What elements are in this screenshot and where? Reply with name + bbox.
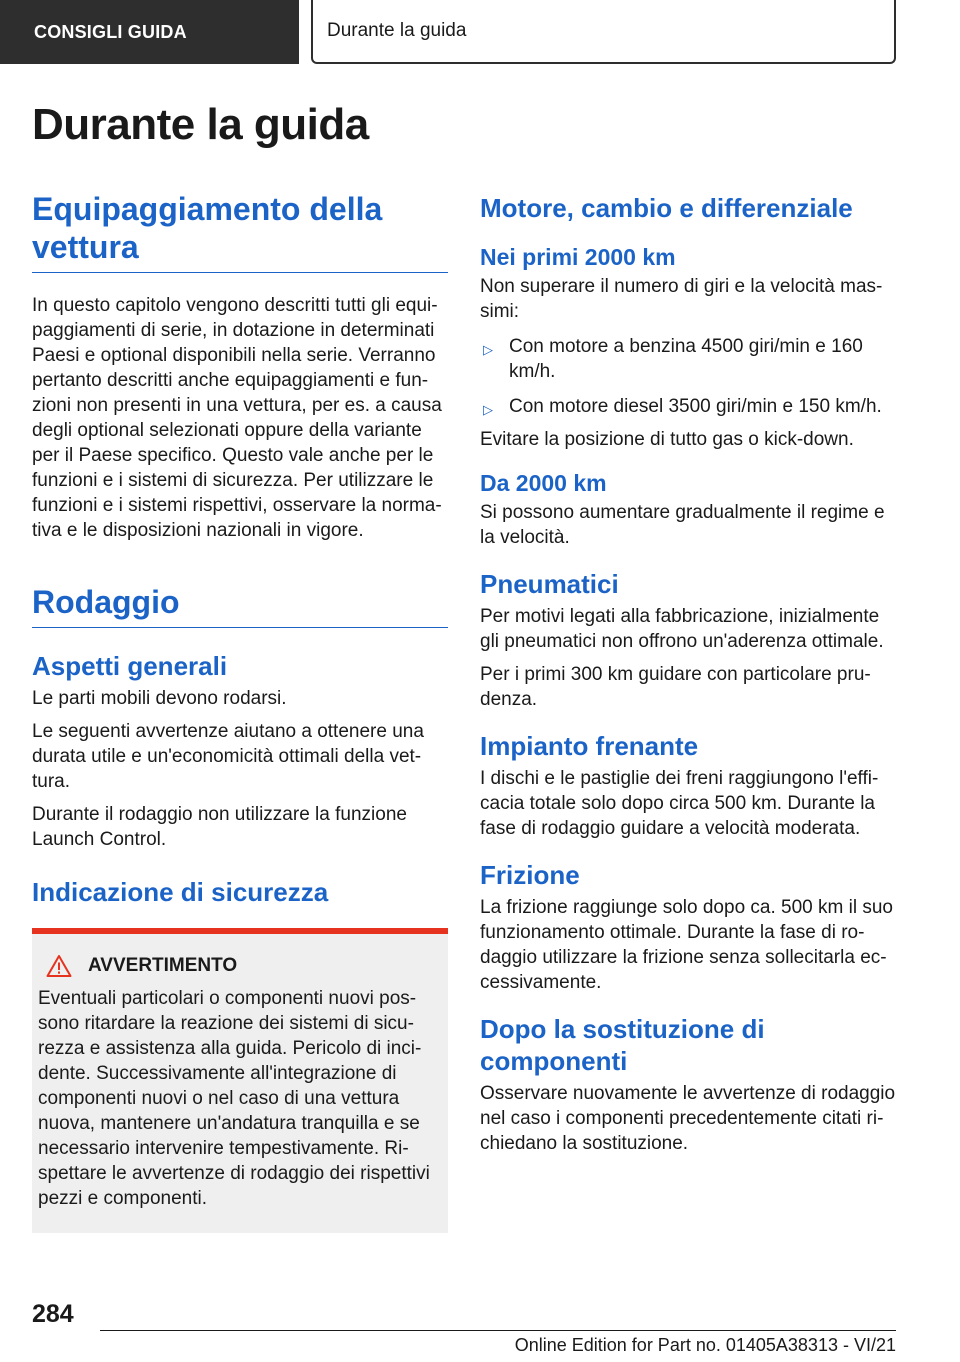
warning-box: [32, 928, 448, 1233]
list-item: [480, 394, 896, 419]
header-section-tab: [0, 0, 299, 64]
paragraph-frizione: La frizione raggiunge solo dopo ca. 500 km il suo funzionamento ottimale. Durante la fase di ro-daggio utilizzare la frizione senza sollecitarla ec-cessivamente.: [480, 897, 893, 993]
paragraph-primi-2000: Non superare il numero di giri e la velocità mas-simi:: [480, 276, 883, 322]
heading-motore: Motore, cambio e differenziale: [480, 193, 853, 223]
list-item-text: Con motore a benzina 4500 giri/min e 160 km/h.: [509, 336, 863, 382]
header-chapter-tab: [311, 0, 896, 64]
paragraph-impianto-frenante: I dischi e le pastiglie dei freni raggiungono l'effi-cacia totale solo dopo circa 500 km. Durante la fase di rodaggio guidare a velocità moderata.: [480, 768, 879, 839]
triangle-right-outline-icon: ▷: [483, 402, 493, 417]
warning-text: Eventuali particolari o componenti nuovi pos-sono ritardare la reazione dei sistemi di sicu-rezza e assistenza alla guida. Pericolo di inci-dente. Successivamente all'integrazione di componenti nuovi o nel caso di una vettura nuova, mantenere un'andatura tranquilla e se necessario intervenire tempestivamente. Ri-spettare le avvertenze di rodaggio dei rispettivi pezzi e componenti.: [38, 988, 430, 1209]
heading-impianto-frenante: Impianto frenante: [480, 731, 699, 761]
paragraph-aspetti-2: Le seguenti avvertenze aiutano a ottenere una durata utile e un'economicità ottimali della vet-tura.: [32, 721, 424, 792]
warning-title: AVVERTIMENTO: [88, 955, 238, 976]
paragraph-pneumatici-1: Per motivi legati alla fabbricazione, inizialmente gli pneumatici non offrono un'aderenza ottimale.: [480, 606, 884, 652]
right-column: [480, 190, 896, 1156]
heading-rodaggio: Rodaggio: [32, 583, 448, 628]
left-column: [32, 190, 448, 1233]
page-number: 284: [32, 1300, 74, 1328]
heading-primi-2000: Nei primi 2000 km: [480, 244, 676, 270]
warning-triangle-icon: [46, 954, 72, 978]
list-item-text: Con motore diesel 3500 giri/min e 150 km/h.: [509, 396, 882, 417]
list-item: [480, 334, 896, 384]
paragraph-equipaggiamento: In questo capitolo vengono descritti tutti gli equi-paggiamenti di serie, in dotazione in determinati Paesi e optional disponibili nella serie. Verranno pertanto descritti anche equipaggiamenti e fun-zioni non presenti in una vettura, per es. a causa degli optional selezionati oppure della variante per il Paese specifico. Questo vale anche per le funzioni e i sistemi di sicurezza. Per utilizzare le funzioni e i sistemi rispettivi, osservare la norma-tiva e le disposizioni nazionali in vigore.: [32, 295, 442, 541]
heading-aspetti-generali: Aspetti generali: [32, 651, 228, 681]
paragraph-kick-down: Evitare la posizione di tutto gas o kick-down.: [480, 429, 854, 450]
heading-frizione: Frizione: [480, 860, 580, 890]
warning-header: [38, 954, 440, 978]
paragraph-aspetti-1: Le parti mobili devono rodarsi.: [32, 688, 287, 709]
heading-equipaggiamento: Equipaggiamento della vettura: [32, 190, 448, 273]
heading-dopo-sostituzione: Dopo la sostituzione di componenti: [480, 1014, 765, 1076]
paragraph-da-2000: Si possono aumentare gradualmente il regime e la velocità.: [480, 502, 885, 548]
heading-indicazione-sicurezza: Indicazione di sicurezza: [32, 877, 329, 907]
footer-rule: [100, 1330, 896, 1331]
header-chapter-label: Durante la guida: [327, 20, 467, 41]
header-section-label: CONSIGLI GUIDA: [34, 21, 187, 42]
bullet-list: [480, 334, 896, 419]
triangle-right-outline-icon: ▷: [483, 342, 493, 357]
paragraph-pneumatici-2: Per i primi 300 km guidare con particolare pru-denza.: [480, 664, 871, 710]
heading-da-2000: Da 2000 km: [480, 470, 607, 496]
paragraph-dopo-sostituzione: Osservare nuovamente le avvertenze di rodaggio nel caso i componenti precedentemente citati ri-chiedano la sostituzione.: [480, 1083, 896, 1154]
page-title: Durante la guida: [32, 100, 369, 149]
heading-pneumatici: Pneumatici: [480, 569, 619, 599]
paragraph-aspetti-3: Durante il rodaggio non utilizzare la funzione Launch Control.: [32, 804, 407, 850]
footer-edition: Online Edition for Part no. 01405A38313 - VI/21: [514, 1335, 896, 1355]
